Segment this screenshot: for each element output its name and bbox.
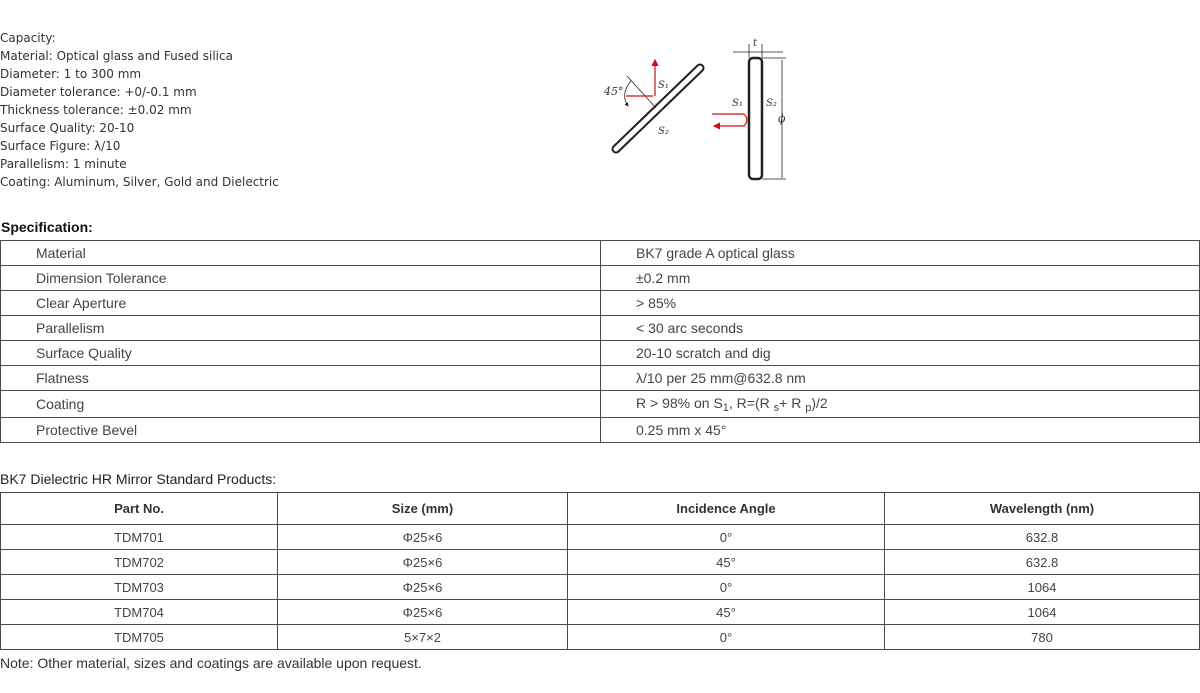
part-no-cell: TDM701: [1, 525, 278, 550]
wavelength-cell: 1064: [885, 575, 1200, 600]
spec-value: 20-10 scratch and dig: [601, 341, 1200, 366]
part-no-cell: TDM704: [1, 600, 278, 625]
diameter-label: ϕ: [778, 112, 786, 125]
coating-sub: 1: [722, 401, 729, 414]
spec-key: Flatness: [1, 366, 601, 391]
spec-row: [1, 241, 1200, 266]
spec-key: Parallelism: [1, 316, 601, 341]
spec-row: [1, 366, 1200, 391]
mirror-diagram: [598, 36, 798, 186]
wavelength-cell: 780: [885, 625, 1200, 650]
spec-value: > 85%: [601, 291, 1200, 316]
angle-cell: 0°: [568, 575, 885, 600]
capacity-list: [0, 29, 420, 191]
table-row: [1, 625, 1200, 650]
table-row: [1, 575, 1200, 600]
capacity-title: Capacity:: [0, 31, 56, 45]
wavelength-cell: 632.8: [885, 550, 1200, 575]
upright-mirror: [749, 58, 762, 179]
coating-sub: s: [773, 401, 780, 414]
spec-value: ±0.2 mm: [601, 266, 1200, 291]
spec-value: λ/10 per 25 mm@632.8 nm: [601, 366, 1200, 391]
products-table: [0, 492, 1200, 650]
angle-cell: 45°: [568, 550, 885, 575]
spec-value: BK7 grade A optical glass: [601, 241, 1200, 266]
size-cell: Φ25×6: [278, 525, 568, 550]
wavelength-cell: 1064: [885, 600, 1200, 625]
angle-label: 45°: [604, 85, 624, 98]
spec-key: Protective Bevel: [1, 418, 601, 443]
col-wavelength: Wavelength (nm): [885, 493, 1200, 525]
spec-heading: Specification:: [1, 219, 93, 235]
size-cell: Φ25×6: [278, 575, 568, 600]
availability-note: Note: Other material, sizes and coatings are available upon request.: [0, 655, 422, 671]
coating-text: )/2: [811, 394, 828, 411]
angle-cell: 0°: [568, 525, 885, 550]
spec-row: [1, 291, 1200, 316]
spec-key: Surface Quality: [1, 341, 601, 366]
products-header-row: [1, 493, 1200, 525]
spec-row: [1, 341, 1200, 366]
capacity-coating: Coating: Aluminum, Silver, Gold and Dielectric: [0, 175, 279, 189]
col-incidence-angle: Incidence Angle: [568, 493, 885, 525]
table-row: [1, 600, 1200, 625]
coating-sub: p: [805, 401, 812, 414]
col-part-no: Part No.: [1, 493, 278, 525]
spec-row: [1, 391, 1200, 418]
spec-key: Clear Aperture: [1, 291, 601, 316]
capacity-diameter-tolerance: Diameter tolerance: +0/-0.1 mm: [0, 85, 197, 99]
s2-label-upright: S₂: [766, 98, 777, 109]
capacity-parallelism: Parallelism: 1 minute: [0, 157, 127, 171]
capacity-material: Material: Optical glass and Fused silica: [0, 49, 233, 63]
spec-value-coating: [601, 391, 1200, 418]
spec-row: [1, 266, 1200, 291]
spec-table: [0, 240, 1200, 443]
size-cell: 5×7×2: [278, 625, 568, 650]
spec-row: [1, 316, 1200, 341]
part-no-cell: TDM703: [1, 575, 278, 600]
spec-value: < 30 arc seconds: [601, 316, 1200, 341]
size-cell: Φ25×6: [278, 550, 568, 575]
coating-text: + R: [779, 394, 806, 411]
capacity-surface-figure: Surface Figure: λ/10: [0, 139, 121, 153]
part-no-cell: TDM705: [1, 625, 278, 650]
col-size: Size (mm): [278, 493, 568, 525]
products-heading: BK7 Dielectric HR Mirror Standard Products:: [0, 471, 277, 487]
thickness-label: t: [753, 38, 758, 49]
angle-cell: 45°: [568, 600, 885, 625]
s1-label-upright: S₁: [732, 98, 743, 109]
spec-key: Material: [1, 241, 601, 266]
s1-label-tilted: S₁: [658, 80, 669, 91]
spec-row: [1, 418, 1200, 443]
reflected-ray-upright: [714, 114, 747, 126]
table-row: [1, 550, 1200, 575]
angle-cell: 0°: [568, 625, 885, 650]
spec-key: Coating: [1, 391, 601, 418]
size-cell: Φ25×6: [278, 600, 568, 625]
normal-line: [627, 76, 656, 108]
s2-label-tilted: S₂: [658, 126, 669, 137]
coating-text: , R=(R: [728, 394, 774, 411]
angle-arc: [625, 81, 631, 106]
coating-text: R > 98% on S: [636, 394, 723, 411]
spec-key: Dimension Tolerance: [1, 266, 601, 291]
part-no-cell: TDM702: [1, 550, 278, 575]
capacity-thickness-tolerance: Thickness tolerance: ±0.02 mm: [0, 103, 192, 117]
wavelength-cell: 632.8: [885, 525, 1200, 550]
capacity-diameter: Diameter: 1 to 300 mm: [0, 67, 142, 81]
spec-value: 0.25 mm x 45°: [601, 418, 1200, 443]
table-row: [1, 525, 1200, 550]
capacity-surface-quality: Surface Quality: 20-10: [0, 121, 135, 135]
